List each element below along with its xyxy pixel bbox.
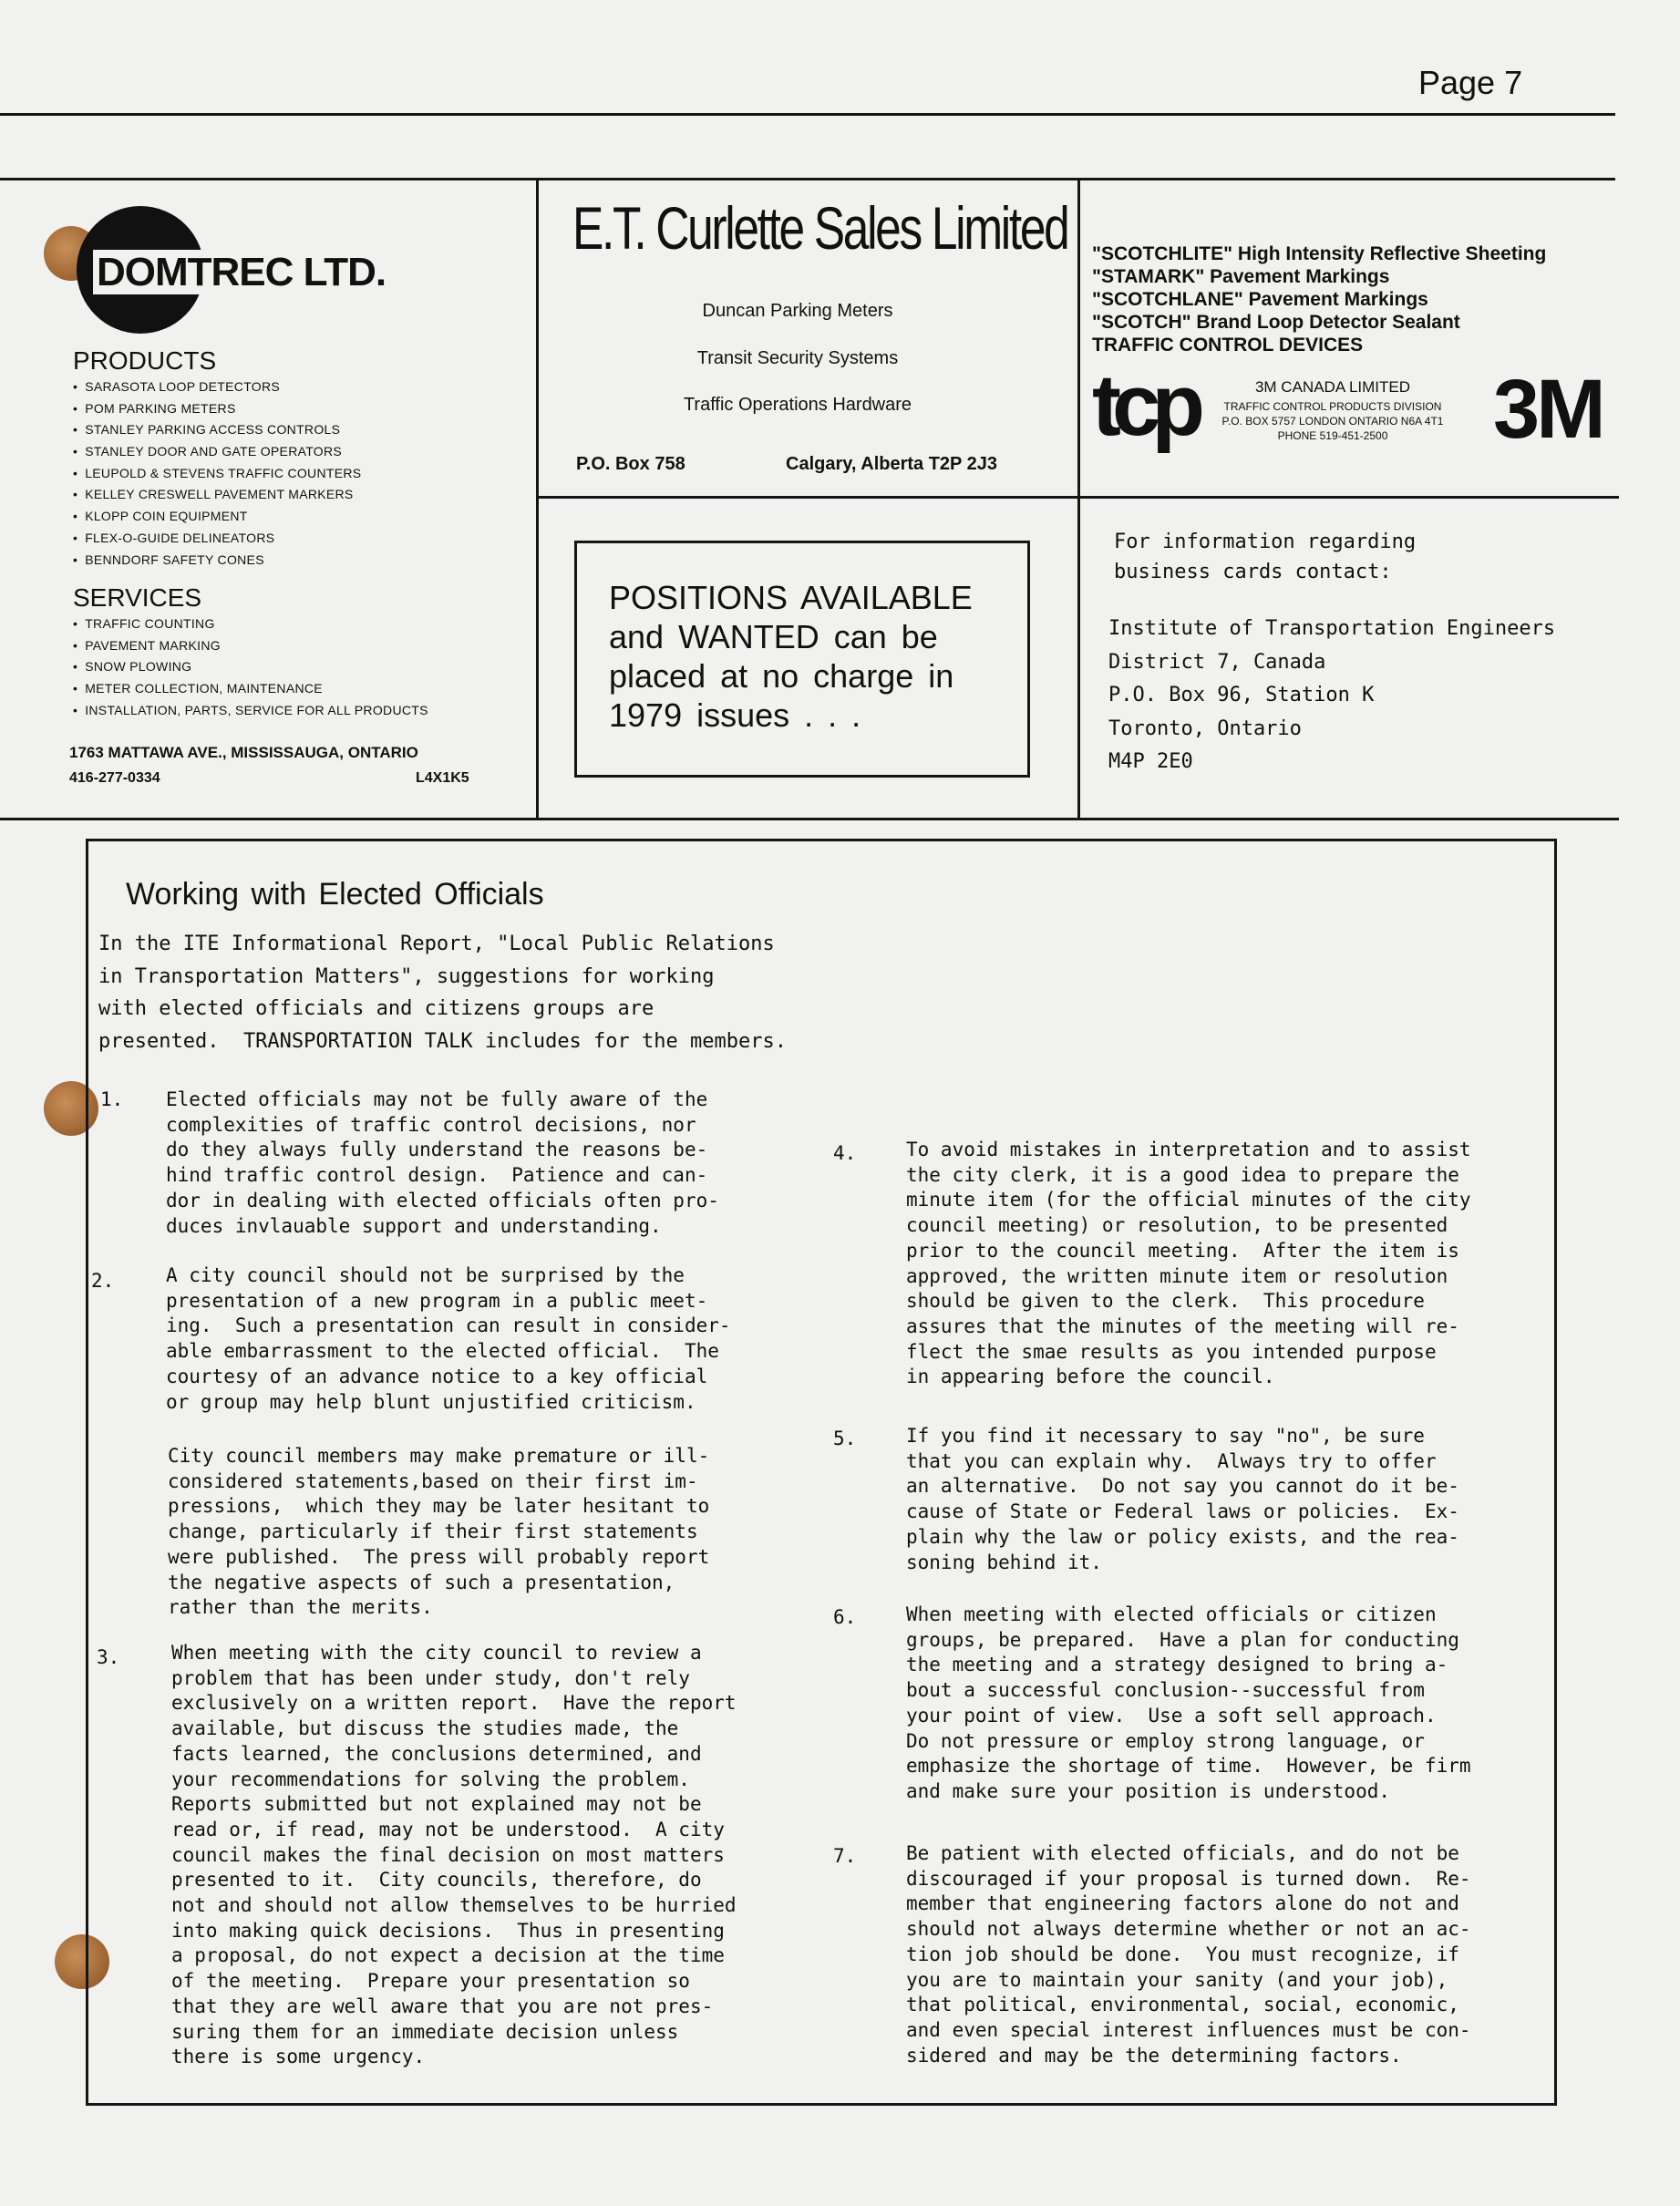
- three-m-line-1: "SCOTCHLITE" High Intensity Reflective Sheeting: [1092, 243, 1547, 264]
- product-item: • FLEX-O-GUIDE DELINEATORS: [73, 528, 361, 550]
- service-item: • SNOW PLOWING: [73, 656, 428, 678]
- products-list: [73, 376, 361, 571]
- three-m-line-4: "SCOTCH" Brand Loop Detector Sealant: [1092, 312, 1460, 333]
- product-item: • POM PARKING METERS: [73, 398, 361, 420]
- item-2-text: A city council should not be surprised by the presentation of a new program in a public meet- ing. Such a presentation can result in consider- able embarrassment to the elected official. The courtesy of an advance notice to a key official or group may help blunt unjustified criticism.: [166, 1264, 731, 1413]
- ite-address-line-3: P.O. Box 96, Station K: [1108, 684, 1375, 706]
- item-1-text: Elected officials may not be fully aware of the complexities of traffic control decisions, nor do they always fully understand the reasons be- hind traffic control design. Patience and can- dor in dealing with elected officials often pro- duces invlauable support and understanding.: [166, 1088, 719, 1237]
- ad-section-bottom-rule: [0, 818, 1619, 820]
- curlette-line-3: Traffic Operations Hardware: [683, 395, 912, 415]
- domtrec-address: 1763 MATTAWA AVE., MISSISSAUGA, ONTARIO: [69, 744, 418, 761]
- domtrec-phone: 416-277-0334: [69, 770, 160, 786]
- domtrec-postal-code: L4X1K5: [416, 770, 469, 786]
- header-rule: [0, 113, 1615, 116]
- service-item: • PAVEMENT MARKING: [73, 635, 428, 657]
- item-5-number: 5.: [833, 1428, 857, 1449]
- item-4-number: 4.: [833, 1142, 857, 1164]
- service-item: • INSTALLATION, PARTS, SERVICE FOR ALL PRODUCTS: [73, 700, 428, 722]
- products-heading: PRODUCTS: [73, 346, 217, 375]
- product-item: • STANLEY DOOR AND GATE OPERATORS: [73, 441, 361, 463]
- ad-divider-right: [1077, 178, 1080, 820]
- three-m-division: TRAFFIC CONTROL PRODUCTS DIVISION: [1223, 400, 1442, 413]
- item-6-number: 6.: [833, 1606, 857, 1628]
- product-item: • KELLEY CRESWELL PAVEMENT MARKERS: [73, 484, 361, 506]
- item-4-text: To avoid mistakes in interpretation and to assist the city clerk, it is a good idea to prepare the minute item (for the official minutes of the city council meeting) or resolution, to be presented prior to the council meeting. After the item is approved, the written minute item or resolution should be given to the clerk. This procedure assures that the minutes of the meeting will re- flect the smae results as you intended purpose in appearing before the council.: [906, 1139, 1471, 1388]
- article-title: Working with Elected Officials: [126, 877, 544, 912]
- ite-address-line-4: Toronto, Ontario: [1108, 717, 1302, 740]
- product-item: • STANLEY PARKING ACCESS CONTROLS: [73, 419, 361, 441]
- product-item: • SARASOTA LOOP DETECTORS: [73, 376, 361, 398]
- item-6-text: When meeting with elected officials or citizen groups, be prepared. Have a plan for conducting the meeting and a strategy designed to bring a- bout a successful conclusion--successful from your point of view. Use a soft sell approach. Do not pressure or employ strong language, or emphasize the shortage of time. However, be firm and make sure your position is understood.: [906, 1603, 1471, 1802]
- item-7-number: 7.: [833, 1845, 857, 1867]
- three-m-company: 3M CANADA LIMITED: [1254, 378, 1411, 396]
- ad-section-top-rule: [0, 178, 1615, 180]
- article-intro: In the ITE Informational Report, "Local Public Relations in Transportation Matters", suggestions for working with elected officials and citizens groups are presented. TRANSPORTATION TALK includes for the members.: [98, 933, 787, 1053]
- item-3-text: When meeting with the city council to review a problem that has been under study, don't rely exclusively on a written report. Have the report available, but discuss the studies made, the facts learned, the conclusions determined, and your recommendations for solving the problem. Reports submitted but not explained may not be read or, if read, may not be understood. A city council makes the final decision on most matters presented to it. City councils, therefore, do not and should not allow themselves to be hurried into making quick decisions. Thus in presenting a proposal, do not expect a decision at the time of the meeting. Prepare your presentation so that they are well aware that you are not pres- suring them for an immediate decision unless there is some urgency.: [171, 1642, 737, 2068]
- page-number: Page 7: [1418, 64, 1523, 101]
- business-cards-intro-1: For information regarding: [1114, 531, 1417, 553]
- three-m-line-3: "SCOTCHLANE" Pavement Markings: [1092, 289, 1428, 310]
- item-5-text: If you find it necessary to say "no", be sure that you can explain why. Always try to offer an alternative. Do not say you cannot do it be- cause of State or Federal laws or policies. Ex- plain why the law or policy exists, and the rea- soning behind it.: [906, 1425, 1459, 1573]
- three-m-line-5: TRAFFIC CONTROL DEVICES: [1092, 335, 1364, 356]
- product-item: • LEUPOLD & STEVENS TRAFFIC COUNTERS: [73, 463, 361, 485]
- services-list: [73, 613, 428, 721]
- domtrec-logo-text: DOMTREC LTD.: [93, 250, 389, 295]
- curlette-logo-text: E.T. Curlette Sales Limited: [572, 194, 1068, 262]
- three-m-address: P.O. BOX 5757 LONDON ONTARIO N6A 4T1: [1221, 415, 1444, 428]
- tcp-logo: tcp: [1092, 356, 1196, 454]
- business-cards-intro-2: business cards contact:: [1114, 561, 1392, 583]
- item-7-text: Be patient with elected officials, and do not be discouraged if your proposal is turned down. Re- member that engineering factors alone do not and should not always determine whether or not an ac- tion job should be done. You must recognize, if you are to maintain your sanity (and your job), that political, environmental, social, economic, and even special interest influences must be con- sidered and may be the determining factors.: [906, 1842, 1471, 2067]
- services-heading: SERVICES: [73, 583, 202, 612]
- curlette-line-1: Duncan Parking Meters: [702, 301, 893, 321]
- curlette-city: Calgary, Alberta T2P 2J3: [786, 454, 997, 474]
- ite-address-line-5: M4P 2E0: [1108, 750, 1193, 773]
- ite-address-line-1: Institute of Transportation Engineers: [1108, 617, 1556, 640]
- item-2-continuation-text: City council members may make premature or ill- considered statements,based on their first im- pressions, which they may be later hesitant to change, particularly if their first statements were published. The press will probably report the negative aspects of such a presentation, rather than the merits.: [168, 1445, 710, 1619]
- item-1-number: 1.: [100, 1088, 124, 1110]
- service-item: • METER COLLECTION, MAINTENANCE: [73, 678, 428, 700]
- ad-divider-mid-center: [536, 496, 1079, 499]
- curlette-po-box: P.O. Box 758: [576, 454, 685, 474]
- positions-available-text: POSITIONS AVAILABLE and WANTED can be placed at no charge in 1979 issues . . .: [609, 579, 973, 734]
- product-item: • KLOPP COIN EQUIPMENT: [73, 506, 361, 528]
- three-m-line-2: "STAMARK" Pavement Markings: [1092, 266, 1390, 287]
- ite-address-line-2: District 7, Canada: [1108, 651, 1326, 674]
- curlette-line-2: Transit Security Systems: [696, 348, 899, 368]
- three-m-logo: 3M: [1493, 363, 1603, 456]
- item-2-number: 2.: [91, 1270, 115, 1292]
- ad-divider-left: [536, 178, 539, 820]
- item-3-number: 3.: [97, 1646, 120, 1668]
- three-m-phone: PHONE 519-451-2500: [1277, 429, 1388, 442]
- ad-divider-mid-right: [1077, 496, 1619, 499]
- service-item: • TRAFFIC COUNTING: [73, 613, 428, 635]
- product-item: • BENNDORF SAFETY CONES: [73, 550, 361, 572]
